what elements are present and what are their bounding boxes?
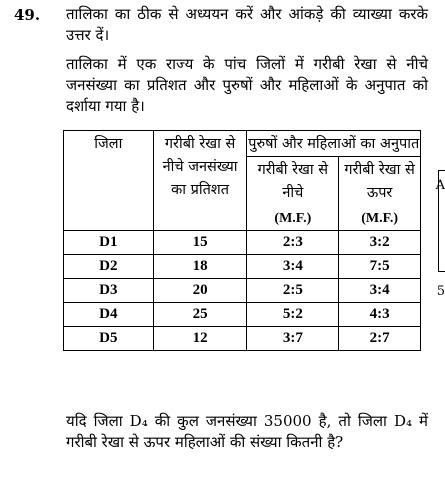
cell-ratio-below: 5:2 (247, 303, 339, 327)
header-gender-ratio: पुरुषों और महिलाओं का अनुपात (247, 131, 421, 157)
header-district: जिला (64, 131, 154, 231)
cell-percent: 25 (153, 303, 247, 327)
table-row (64, 279, 421, 303)
cell-district: D4 (64, 303, 154, 327)
header-ratio-below: गरीबी रेखा से नीचे (M.F.) (247, 157, 339, 231)
cell-ratio-above: 2:7 (339, 327, 421, 351)
header-below-poverty-percent: गरीबी रेखा से नीचे जनसंख्या का प्रतिशत (153, 131, 247, 231)
table-row (64, 231, 421, 255)
margin-digit: 5 (436, 284, 445, 299)
cell-ratio-above: 4:3 (339, 303, 421, 327)
cell-percent: 18 (153, 255, 247, 279)
data-table (63, 130, 421, 351)
cell-ratio-below: 2:3 (247, 231, 339, 255)
header-ratio-above: गरीबी रेखा से ऊपर (M.F.) (339, 157, 421, 231)
cell-district: D1 (64, 231, 154, 255)
cell-percent: 20 (153, 279, 247, 303)
cell-ratio-above: 3:2 (339, 231, 421, 255)
cell-ratio-below: 3:7 (247, 327, 339, 351)
cell-percent: 15 (153, 231, 247, 255)
table-row (64, 255, 421, 279)
question-instruction: तालिका का ठीक से अध्ययन करें और आंकड़े की व्याख्या करके उत्तर दें। (66, 5, 428, 44)
cell-ratio-above: 3:4 (339, 279, 421, 303)
table-row (64, 303, 421, 327)
cell-ratio-below: 2:5 (247, 279, 339, 303)
cell-ratio-below: 3:4 (247, 255, 339, 279)
cell-district: D5 (64, 327, 154, 351)
cell-district: D3 (64, 279, 154, 303)
cell-percent: 12 (153, 327, 247, 351)
question-prompt: यदि जिला D₄ की कुल जनसंख्या 35000 है, तो जिला D₄ में गरीबी रेखा से ऊपर महिलाओं की संख्या कितनी है? (66, 412, 428, 451)
table-row (64, 327, 421, 351)
table-description: तालिका में एक राज्य के पांच जिलों में गरीबी रेखा से नीचे जनसंख्या का प्रतिशत और पुरुषों और महिलाओं के अनुपात को दर्शाया गया है। (66, 55, 428, 115)
question-number: 49. (14, 6, 41, 24)
margin-letter: A (435, 178, 445, 193)
cell-district: D2 (64, 255, 154, 279)
cell-ratio-above: 7:5 (339, 255, 421, 279)
